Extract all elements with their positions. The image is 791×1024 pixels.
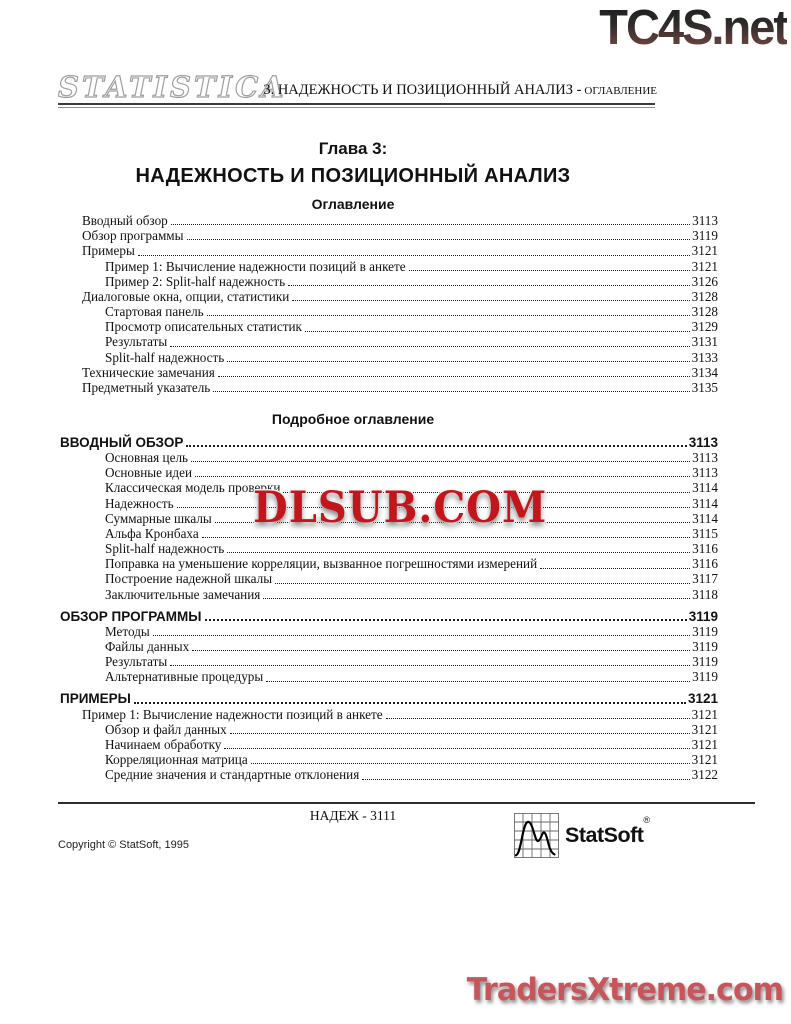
- toc-entry-page: 3119: [688, 608, 718, 624]
- statsoft-wordmark: [565, 815, 650, 848]
- toc-heading: Оглавление: [311, 196, 395, 212]
- toc-entry-page: 3121: [691, 243, 718, 259]
- toc-entry: [58, 722, 718, 737]
- toc-entry-page: 3121: [691, 736, 718, 752]
- toc-entry: [58, 380, 718, 395]
- dotted-leader: [153, 635, 690, 636]
- toc-entry: [58, 752, 718, 767]
- dotted-leader: [171, 224, 690, 225]
- toc-entry-page: 3121: [691, 752, 718, 768]
- dotted-leader: [186, 445, 686, 447]
- toc-entry-page: 3119: [692, 654, 718, 670]
- toc-entry-label: Классическая модель проверки: [105, 480, 281, 496]
- toc-entry-page: 3126: [691, 273, 718, 289]
- toc-entry-label: Средние значения и стандартные отклонения: [105, 767, 360, 783]
- toc-entry-label: Обзор программы: [82, 228, 184, 244]
- toc-entry-label: Пример 1: Вычисление надежности позиций в анкете: [82, 706, 383, 722]
- footer-page-label: НАДЕЖ - 3111: [309, 808, 397, 823]
- dotted-leader: [224, 748, 689, 749]
- dotted-leader: [202, 537, 690, 538]
- dotted-leader: [170, 346, 689, 347]
- dotted-leader: [275, 583, 690, 584]
- toc-entry: [58, 365, 718, 380]
- dotted-leader: [540, 568, 690, 569]
- toc-entry-label: Результаты: [105, 334, 168, 350]
- dotted-leader: [362, 779, 689, 780]
- toc-entry-page: 3119: [692, 228, 718, 244]
- toc-entry-page: 3129: [691, 319, 718, 335]
- dotted-leader: [266, 681, 690, 682]
- toc-entry: [58, 669, 718, 684]
- dotted-leader: [134, 702, 686, 704]
- masthead: [58, 68, 718, 104]
- toc-entry-page: 3116: [692, 541, 718, 557]
- toc-entry-page: 3133: [691, 349, 718, 365]
- toc-entry-page: 3113: [692, 212, 718, 228]
- toc-entry-label: Split-half надежность: [105, 349, 225, 365]
- dotted-leader: [227, 361, 689, 362]
- toc-entry-page: 3121: [691, 258, 718, 274]
- toc-entry-label: Заключительные замечания: [105, 586, 261, 602]
- toc-entry-page: 3116: [692, 556, 718, 572]
- toc-entry-label: Корреляционная матрица: [105, 752, 248, 768]
- toc-entry-page: 3121: [691, 706, 718, 722]
- toc-entry-label: Пример 2: Split-half надежность: [105, 273, 286, 289]
- toc-entry: [58, 228, 718, 243]
- toc-entry: [58, 587, 718, 602]
- dotted-leader: [213, 391, 689, 392]
- toc-entry: [58, 767, 718, 782]
- toc-entry: [58, 335, 718, 350]
- toc-entry-label: Файлы данных: [105, 639, 190, 655]
- toc-entry-label: Примеры: [82, 243, 135, 259]
- toc-entry-page: 3113: [692, 449, 718, 465]
- toc-entry: [58, 608, 718, 624]
- dotted-leader: [227, 552, 690, 553]
- toc-entry-page: 3113: [688, 434, 718, 450]
- dotted-leader: [305, 331, 690, 332]
- dotted-leader: [251, 763, 690, 764]
- dotted-leader: [230, 733, 690, 734]
- dotted-leader: [263, 598, 690, 599]
- toc-entry-page: 3114: [692, 480, 718, 496]
- toc-entry-label: Построение надежной шкалы: [105, 571, 273, 587]
- running-header: [263, 82, 657, 99]
- toc-entry-label: Обзор и файл данных: [105, 721, 227, 737]
- toc-entry-page: 3117: [692, 571, 718, 587]
- toc-entry-label: ОБЗОР ПРОГРАММЫ: [60, 608, 202, 624]
- dotted-leader: [170, 665, 690, 666]
- toc-entry-page: 3113: [692, 465, 718, 481]
- toc-entry: [58, 654, 718, 669]
- dotted-leader: [292, 300, 689, 301]
- toc-entry: [58, 541, 718, 556]
- toc-summary: [58, 213, 718, 395]
- toc-entry-label: Технические замечания: [82, 364, 215, 380]
- toc-entry: [58, 243, 718, 258]
- toc-entry: [58, 450, 718, 465]
- statistica-logo: STATISTICA: [58, 70, 287, 104]
- dotted-leader: [195, 476, 690, 477]
- toc-entry-page: 3114: [692, 495, 718, 511]
- toc-entry-label: Методы: [105, 623, 150, 639]
- statsoft-brand-text: StatSoft: [565, 823, 644, 847]
- toc-entry-page: 3135: [691, 380, 718, 396]
- dotted-leader: [138, 255, 690, 256]
- toc-entry-label: Альтернативные процедуры: [105, 669, 264, 685]
- running-header-title: 3. НАДЕЖНОСТЬ И ПОЗИЦИОННЫЙ АНАЛИЗ -: [263, 82, 582, 98]
- toc-entry: [58, 572, 718, 587]
- toc-entry: [58, 304, 718, 319]
- toc-entry: [58, 624, 718, 639]
- toc-entry-label: Надежность: [105, 495, 174, 511]
- toc-entry-page: 3131: [691, 334, 718, 350]
- dotted-leader: [207, 315, 690, 316]
- toc-entry-page: 3119: [692, 623, 718, 639]
- toc-entry-label: Основные идеи: [105, 465, 193, 481]
- toc-entry: [58, 691, 718, 707]
- toc-entry: [58, 639, 718, 654]
- registered-mark: ®: [643, 815, 650, 825]
- toc-entry: [58, 707, 718, 722]
- dotted-leader: [409, 270, 690, 271]
- toc-entry: [58, 274, 718, 289]
- toc-entry: [58, 434, 718, 450]
- toc-entry-page: 3128: [691, 288, 718, 304]
- dlsub-watermark: DLSUB.COM: [253, 482, 548, 533]
- toc-entry-label: Split-half надежность: [105, 541, 225, 557]
- toc-entry: [58, 737, 718, 752]
- toc-entry: [58, 289, 718, 304]
- page-title: НАДЕЖНОСТЬ И ПОЗИЦИОННЫЙ АНАЛИЗ: [135, 165, 571, 187]
- toc-entry: [58, 213, 718, 228]
- dotted-leader: [288, 285, 690, 286]
- toc-entry-label: Вводный обзор: [82, 212, 168, 228]
- chapter-number: Глава 3:: [318, 139, 388, 158]
- toc-entry-page: 3114: [692, 510, 718, 526]
- toc-entry-page: 3119: [692, 639, 718, 655]
- statsoft-logo: [514, 813, 650, 858]
- toc-entry: [58, 350, 718, 365]
- toc-entry-label: Поправка на уменьшение корреляции, вызванное погрешностями измерений: [105, 556, 538, 572]
- toc-entry-page: 3122: [691, 767, 718, 783]
- dotted-leader: [386, 718, 690, 719]
- toc-entry-page: 3115: [692, 525, 718, 541]
- toc-entry: [58, 465, 718, 480]
- toc-entry-page: 3118: [692, 586, 718, 602]
- detailed-toc-heading: Подробное оглавление: [271, 411, 435, 427]
- toc-entry-label: Предметный указатель: [82, 380, 211, 396]
- title-block: [58, 138, 648, 212]
- dotted-leader: [187, 239, 691, 240]
- copyright-notice: Copyright © StatSoft, 1995: [58, 839, 190, 851]
- tc4s-watermark: TC4S.net: [599, 0, 787, 55]
- footer-rule: [58, 802, 755, 804]
- toc-entry-page: 3121: [691, 721, 718, 737]
- toc-entry-label: Просмотр описательных статистик: [105, 319, 302, 335]
- toc-entry: [58, 319, 718, 334]
- toc-entry-page: 3119: [692, 669, 718, 685]
- running-header-section: ОГЛАВЛЕНИЕ: [584, 85, 657, 97]
- toc-entry-page: 3121: [687, 691, 718, 707]
- header-double-rule: [58, 103, 655, 108]
- toc-entry-label: Стартовая панель: [105, 304, 204, 320]
- toc-entry-label: Начинаем обработку: [105, 736, 222, 752]
- toc-entry-label: Основная цель: [105, 449, 189, 465]
- toc-entry-label: Альфа Кронбаха: [105, 525, 199, 541]
- toc-entry-label: Диалоговые окна, опции, статистики: [82, 288, 290, 304]
- toc-entry-page: 3134: [691, 364, 718, 380]
- tradersxtreme-watermark: TradersXtreme.com: [466, 972, 783, 1008]
- toc-entry-label: Суммарные шкалы: [105, 510, 212, 526]
- dotted-leader: [191, 461, 690, 462]
- toc-entry-label: ПРИМЕРЫ: [60, 691, 131, 707]
- toc-entry-page: 3128: [691, 304, 718, 320]
- toc-entry-label: Пример 1: Вычисление надежности позиций в анкете: [105, 258, 406, 274]
- dotted-leader: [192, 650, 690, 651]
- toc-entry-label: ВВОДНЫЙ ОБЗОР: [60, 434, 184, 450]
- toc-entry: [58, 259, 718, 274]
- dotted-leader: [205, 619, 687, 621]
- dotted-leader: [218, 376, 690, 377]
- statsoft-curve-icon: [514, 813, 559, 858]
- toc-entry-label: Результаты: [105, 654, 168, 670]
- toc-entry: [58, 556, 718, 571]
